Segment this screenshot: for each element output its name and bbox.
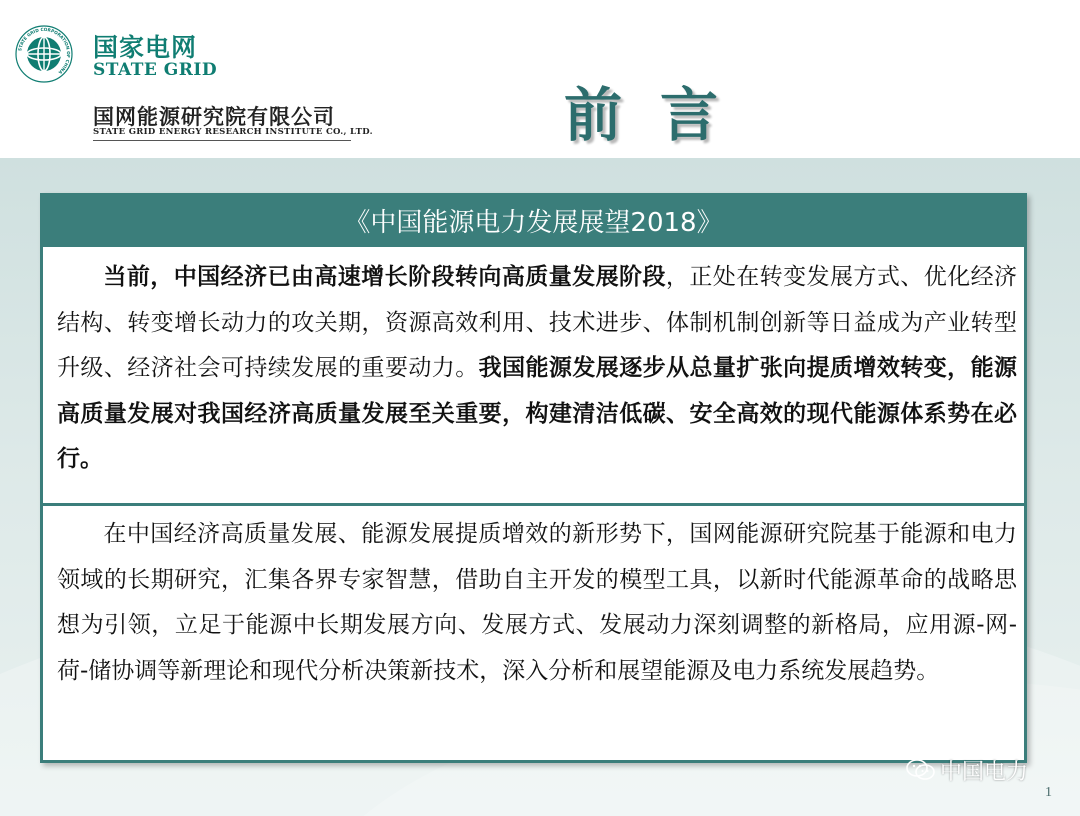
page-title: 前言: [564, 81, 757, 149]
logo-ring-text: STATE GRID CORPORATION OF CHINA: [18, 27, 71, 75]
card-header: 《中国能源电力发展展望2018》: [40, 193, 1027, 247]
paragraph-2-text: 在中国经济高质量发展、能源发展提质增效的新形势下，国网能源研究院基于能源和电力领域的长期研究，汇集各界专家智慧，借助自主开发的模型工具，以新时代能源革命的战略思想为引领，立足于能源中长期发展方向、发展方式、发展动力深刻调整的新格局，应用源-网-荷-储协调等新理论和现代分析决策新技术，深入分析和展望能源及电力系统发展趋势。: [57, 521, 1017, 684]
company-name-cn: 国家电网: [93, 33, 198, 62]
paragraph-1-text: ，正处在转变发展方式、优化经济结构、转变增长动力的攻关期，资源高效利用、技术进步、体制机制创新等日益成为产业转型升级、经济社会可持续发展的重要动力。: [57, 264, 1018, 382]
institute-name-cn: 国网能源研究院有限公司: [93, 105, 335, 129]
wechat-icon: [906, 758, 936, 782]
watermark: [906, 755, 1028, 785]
paragraph-2: [57, 512, 1017, 694]
institute-name-en: STATE GRID ENERGY RESEARCH INSTITUTE CO., LTD.: [93, 127, 373, 137]
content-card: [40, 193, 1027, 763]
paragraph-1: [57, 255, 1017, 483]
state-grid-logo-icon: [14, 24, 74, 84]
paragraph-1-bold-b: 我国能源发展逐步从总量扩张向提质增效转变，能源高质量发展对我国经济高质量发展至关重要，构建清洁低碳、安全高效的现代能源体系势在必行。: [57, 355, 1018, 473]
watermark-text: 中国电力: [940, 759, 1029, 785]
company-name-en: STATE GRID: [93, 60, 218, 80]
card-section-2: [40, 506, 1027, 763]
slide-header: [0, 0, 1080, 158]
paragraph-1-bold-a: 当前，中国经济已由高速增长阶段转向高质量发展阶段: [103, 264, 666, 290]
page-number: 1: [1045, 785, 1052, 800]
institute-divider: [93, 140, 351, 141]
card-section-1: [40, 247, 1027, 506]
